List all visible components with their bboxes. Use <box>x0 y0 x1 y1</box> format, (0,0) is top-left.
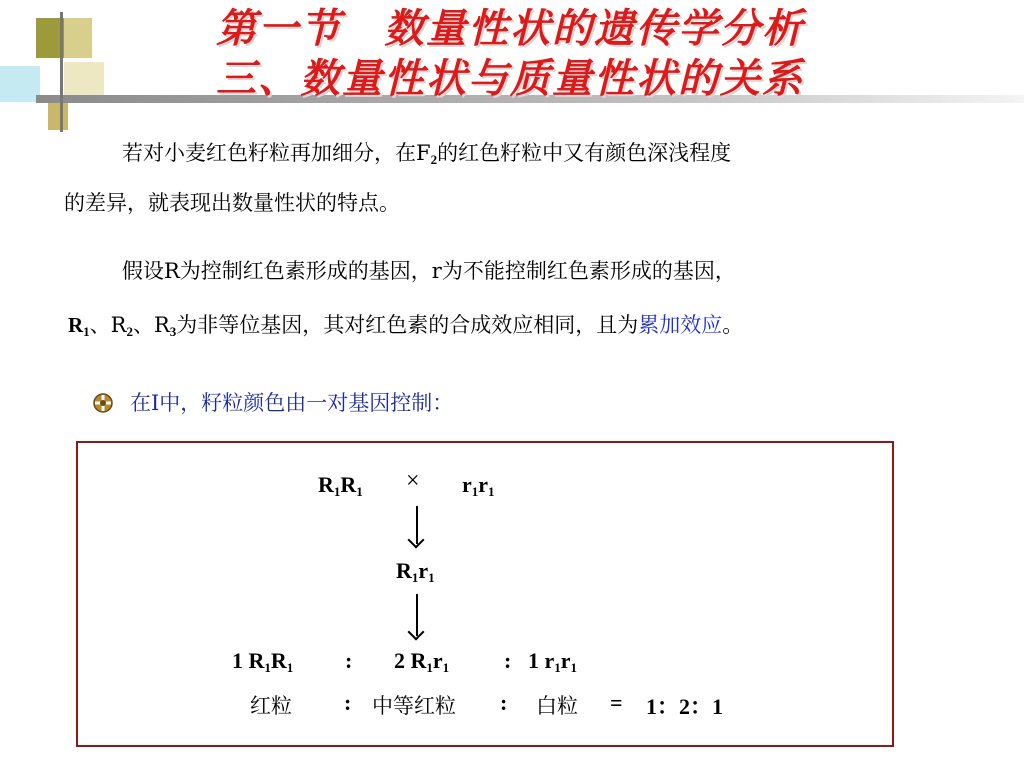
paragraph-2-line-2: $R_1$、$R_2$、$R_3$为非等位基因，其对红色素的合成效应相同，且为累加效应。 <box>68 313 744 339</box>
f2-genotype-homozygous-white: 1 $r_1r_1$ <box>528 648 578 675</box>
pheno-colon: : <box>344 690 352 715</box>
f2-genotype-heterozygous: 2 $R_1r_1$ <box>394 648 450 675</box>
bullet-text: 在Ⅰ中，籽粒颜色由一对基因控制： <box>130 391 454 415</box>
decor-square-tan <box>64 18 92 58</box>
ratio-colon: : <box>504 648 512 673</box>
phenotype-white: 白粒 <box>536 694 578 718</box>
pheno-colon: : <box>500 690 508 715</box>
f1-genotype: $R_1r_1$ <box>396 558 435 585</box>
phenotype-ratio: 1：2：1 <box>646 694 724 719</box>
arrow-down-icon <box>416 594 418 636</box>
decor-square-cyan <box>0 66 40 102</box>
slide-title-line1: 第一节 数量性状的遗传学分析 <box>216 6 804 52</box>
phenotype-medium-red: 中等红粒 <box>372 694 456 718</box>
cross-symbol: × <box>406 468 420 494</box>
equals-sign: = <box>610 690 623 715</box>
parent-2-genotype: $r_1r_1$ <box>462 472 495 499</box>
paragraph-2-line-1: 假设R为控制红色素形成的基因，r为不能控制红色素形成的基因， <box>122 259 736 283</box>
paragraph-1-line-2: 的差异，就表现出数量性状的特点。 <box>64 191 400 215</box>
bullet-icon <box>92 392 114 414</box>
ratio-colon: : <box>345 648 353 673</box>
decor-square-gold <box>48 100 68 130</box>
cumulative-effect-term: 累加效应 <box>638 313 723 337</box>
slide-title-line2: 三、数量性状与质量性状的关系 <box>216 56 804 102</box>
decor-vertical-line <box>60 12 63 132</box>
arrow-down-icon <box>416 506 418 544</box>
parent-1-genotype: $R_1R_1$ <box>318 472 363 499</box>
phenotype-red: 红粒 <box>250 694 292 718</box>
f2-genotype-homozygous-red: 1 $R_1R_1$ <box>232 648 294 675</box>
paragraph-1-line-1: 若对小麦红色籽粒再加细分，在$F_2$的红色籽粒中又有颜色深浅程度 <box>122 141 732 167</box>
